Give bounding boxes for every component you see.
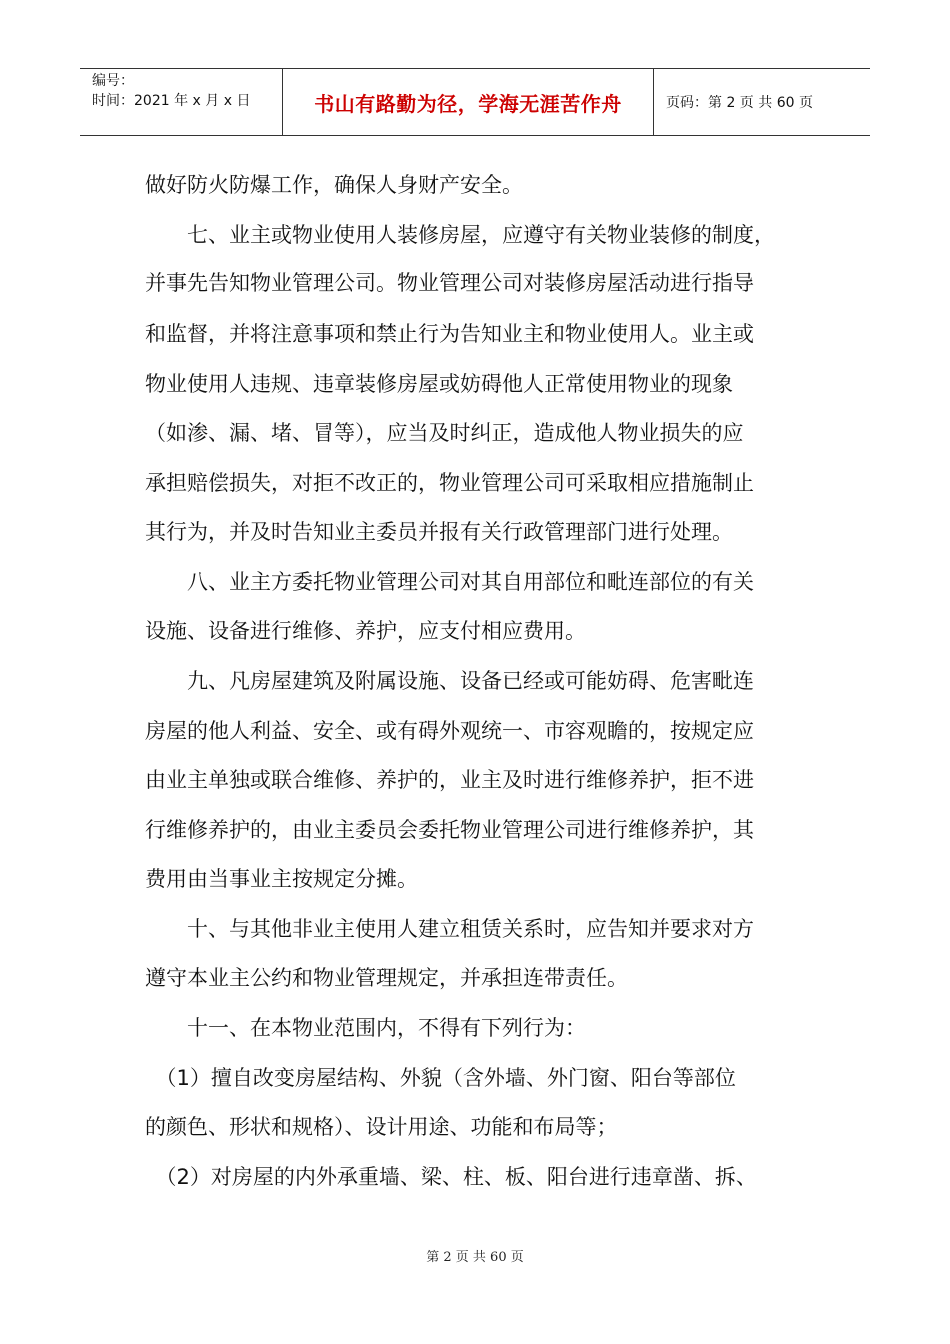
doc-number-label: 编号： (92, 73, 134, 89)
document-header (80, 68, 870, 136)
body-line: （2）对房屋的内外承重墙、梁、柱、板、阳台进行违章凿、拆、 (145, 1165, 757, 1189)
body-line: 行维修养护的，由业主委员会委托物业管理公司进行维修养护，其 (145, 818, 754, 842)
body-line: 九、凡房屋建筑及附属设施、设备已经或可能妨碍、危害毗连 (145, 669, 754, 693)
doc-date-label: 时间：2021 年 x 月 x 日 (92, 93, 251, 109)
body-line: 遵守本业主公约和物业管理规定，并承担连带责任。 (145, 966, 628, 990)
body-line: 房屋的他人利益、安全、或有碍外观统一、市容观瞻的，按规定应 (145, 719, 754, 743)
body-line: 十一、在本物业范围内，不得有下列行为： (145, 1016, 586, 1040)
body-line: 物业使用人违规、违章装修房屋或妨碍他人正常使用物业的现象 (145, 372, 733, 396)
page-footer: 第 2 页 共 60 页 (426, 1250, 524, 1265)
body-line: 和监督，并将注意事项和禁止行为告知业主和物业使用人。业主或 (145, 322, 754, 346)
body-line: 十、与其他非业主使用人建立租赁关系时，应告知并要求对方 (145, 917, 754, 941)
body-line: 做好防火防爆工作，确保人身财产安全。 (145, 173, 523, 197)
body-line: 七、业主或物业使用人装修房屋，应遵守有关物业装修的制度， (145, 223, 775, 247)
body-line: 承担赔偿损失，对拒不改正的，物业管理公司可采取相应措施制止 (145, 471, 754, 495)
header-page-info: 页码：第 2 页 共 60 页 (666, 95, 813, 111)
body-line: 八、业主方委托物业管理公司对其自用部位和毗连部位的有关 (145, 570, 754, 594)
header-page-cell (654, 69, 870, 135)
body-line: 并事先告知物业管理公司。物业管理公司对装修房屋活动进行指导 (145, 271, 754, 295)
body-line: 费用由当事业主按规定分摊。 (145, 867, 418, 891)
header-motto: 书山有路勤为径，学海无涯苦作舟 (314, 91, 622, 116)
body-line: 的颜色、形状和规格）、设计用途、功能和布局等； (145, 1115, 618, 1139)
header-motto-cell (283, 69, 654, 135)
body-line: （如渗、漏、堵、冒等），应当及时纠正，造成他人物业损失的应 (145, 421, 744, 445)
header-meta (80, 69, 283, 135)
body-line: 其行为，并及时告知业主委员并报有关行政管理部门进行处理。 (145, 520, 733, 544)
body-line: 由业主单独或联合维修、养护的，业主及时进行维修养护，拒不进 (145, 768, 754, 792)
body-line: （1）擅自改变房屋结构、外貌（含外墙、外门窗、阳台等部位 (145, 1066, 736, 1090)
body-line: 设施、设备进行维修、养护，应支付相应费用。 (145, 619, 586, 643)
